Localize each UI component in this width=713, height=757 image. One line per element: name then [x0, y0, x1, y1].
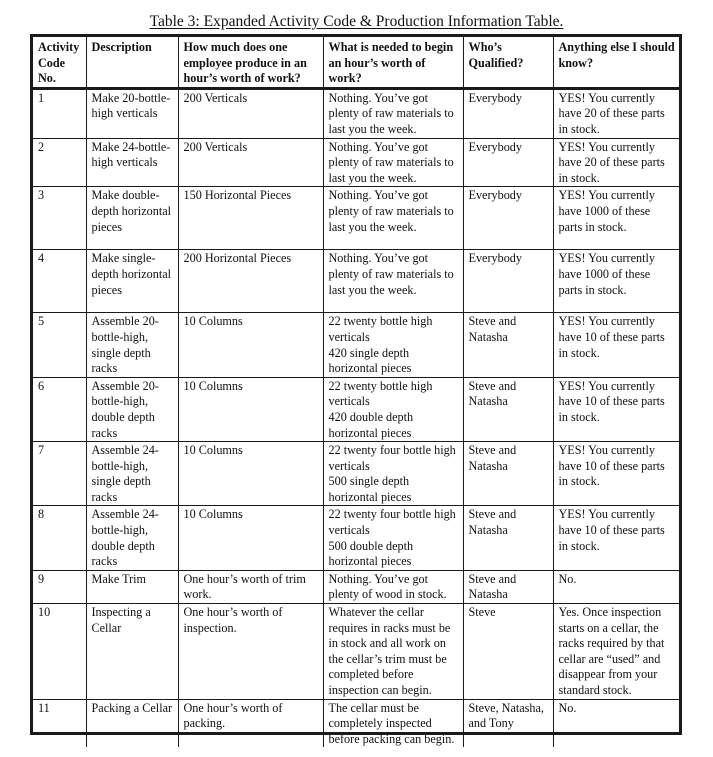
cell-requirements: Nothing. You’ve got plenty of raw materials to last you the week. — [323, 88, 463, 138]
cell-production: 200 Verticals — [178, 138, 323, 187]
activity-code-table-frame — [30, 34, 682, 746]
cell-notes: Yes. Once inspection starts on a cellar, the racks required by that cellar are “used” and disappear from your standard stock. — [553, 604, 679, 700]
cell-qualified: Everybody — [463, 187, 553, 250]
cell-notes: YES! You currently have 20 of these parts in stock. — [553, 138, 679, 187]
cell-activity-code: 7 — [33, 442, 86, 506]
cell-production: 200 Verticals — [178, 88, 323, 138]
cell-qualified: Everybody — [463, 88, 553, 138]
cell-requirements: 22 twenty bottle high verticals 420 double depth horizontal pieces — [323, 377, 463, 441]
cell-activity-code: 9 — [33, 570, 86, 603]
cell-production: 10 Columns — [178, 442, 323, 506]
cell-description: Packing a Cellar — [86, 699, 178, 747]
cell-activity-code: 2 — [33, 138, 86, 187]
cell-production: 10 Columns — [178, 506, 323, 570]
cell-requirements: Whatever the cellar requires in racks must be in stock and all work on the cellar’s trim must be completed before inspection can begin. — [323, 604, 463, 700]
cell-qualified: Steve, Natasha, and Tony — [463, 699, 553, 747]
cell-activity-code: 6 — [33, 377, 86, 441]
cell-activity-code: 3 — [33, 187, 86, 250]
table-row — [33, 570, 679, 603]
cell-notes: YES! You currently have 10 of these parts in stock. — [553, 377, 679, 441]
cell-requirements: The cellar must be completely inspected before packing can begin. — [323, 699, 463, 747]
cell-production: 150 Horizontal Pieces — [178, 187, 323, 250]
table-caption — [0, 13, 713, 31]
header-activity-code: Activity Code No. — [33, 37, 86, 88]
cell-notes: YES! You currently have 20 of these parts in stock. — [553, 88, 679, 138]
cell-qualified: Everybody — [463, 138, 553, 187]
activity-code-table — [33, 37, 679, 747]
header-qualified: Who’s Qualified? — [463, 37, 553, 88]
cell-qualified: Everybody — [463, 250, 553, 313]
table-row — [33, 88, 679, 138]
cell-notes: No. — [553, 570, 679, 603]
table-row — [33, 604, 679, 700]
cell-notes: YES! You currently have 10 of these parts in stock. — [553, 506, 679, 570]
table-row — [33, 313, 679, 377]
cell-production: One hour’s worth of inspection. — [178, 604, 323, 700]
cell-requirements: 22 twenty four bottle high verticals 500 single depth horizontal pieces — [323, 442, 463, 506]
cell-description: Make Trim — [86, 570, 178, 603]
cell-requirements: Nothing. You’ve got plenty of raw materials to last you the week. — [323, 250, 463, 313]
cell-requirements: Nothing. You’ve got plenty of wood in stock. — [323, 570, 463, 603]
cell-production: 10 Columns — [178, 377, 323, 441]
cell-production: One hour’s worth of packing. — [178, 699, 323, 747]
cell-qualified: Steve and Natasha — [463, 570, 553, 603]
cell-description: Assemble 20-bottle-high, double depth racks — [86, 377, 178, 441]
cell-activity-code: 8 — [33, 506, 86, 570]
cell-notes: YES! You currently have 1000 of these parts in stock. — [553, 250, 679, 313]
table-caption-text: Table 3: Expanded Activity Code & Production Information Table. — [149, 13, 564, 30]
cell-qualified: Steve and Natasha — [463, 506, 553, 570]
cell-notes: YES! You currently have 10 of these parts in stock. — [553, 442, 679, 506]
cell-requirements: Nothing. You’ve got plenty of raw materials to last you the week. — [323, 187, 463, 250]
cell-requirements: Nothing. You’ve got plenty of raw materials to last you the week. — [323, 138, 463, 187]
cell-description: Assemble 24-bottle-high, single depth racks — [86, 442, 178, 506]
header-row — [33, 37, 679, 88]
header-description: Description — [86, 37, 178, 88]
table-row — [33, 187, 679, 250]
cell-production: 10 Columns — [178, 313, 323, 377]
cell-notes: YES! You currently have 10 of these parts in stock. — [553, 313, 679, 377]
table-row — [33, 506, 679, 570]
cell-activity-code: 11 — [33, 699, 86, 747]
cell-activity-code: 1 — [33, 88, 86, 138]
cell-requirements: 22 twenty four bottle high verticals 500 double depth horizontal pieces — [323, 506, 463, 570]
cell-description: Make single-depth horizontal pieces — [86, 250, 178, 313]
cell-notes: No. — [553, 699, 679, 747]
header-notes: Anything else I should know? — [553, 37, 679, 88]
cell-activity-code: 4 — [33, 250, 86, 313]
table-row — [33, 442, 679, 506]
header-requirements: What is needed to begin an hour’s worth of work? — [323, 37, 463, 88]
cell-production: 200 Horizontal Pieces — [178, 250, 323, 313]
table-row — [33, 250, 679, 313]
table-row — [33, 699, 679, 747]
cell-requirements: 22 twenty bottle high verticals 420 single depth horizontal pieces — [323, 313, 463, 377]
cell-description: Make 20-bottle-high verticals — [86, 88, 178, 138]
cell-activity-code: 10 — [33, 604, 86, 700]
cell-production: One hour’s worth of trim work. — [178, 570, 323, 603]
cell-description: Assemble 20-bottle-high, single depth racks — [86, 313, 178, 377]
cell-description: Make 24-bottle-high verticals — [86, 138, 178, 187]
cell-description: Inspecting a Cellar — [86, 604, 178, 700]
cell-description: Assemble 24-bottle-high, double depth racks — [86, 506, 178, 570]
cell-qualified: Steve and Natasha — [463, 442, 553, 506]
table-row — [33, 138, 679, 187]
cell-qualified: Steve and Natasha — [463, 313, 553, 377]
cell-qualified: Steve and Natasha — [463, 377, 553, 441]
cell-description: Make double-depth horizontal pieces — [86, 187, 178, 250]
cell-notes: YES! You currently have 1000 of these parts in stock. — [553, 187, 679, 250]
cell-activity-code: 5 — [33, 313, 86, 377]
cell-qualified: Steve — [463, 604, 553, 700]
header-production: How much does one employee produce in an hour’s worth of work? — [178, 37, 323, 88]
table-row — [33, 377, 679, 441]
